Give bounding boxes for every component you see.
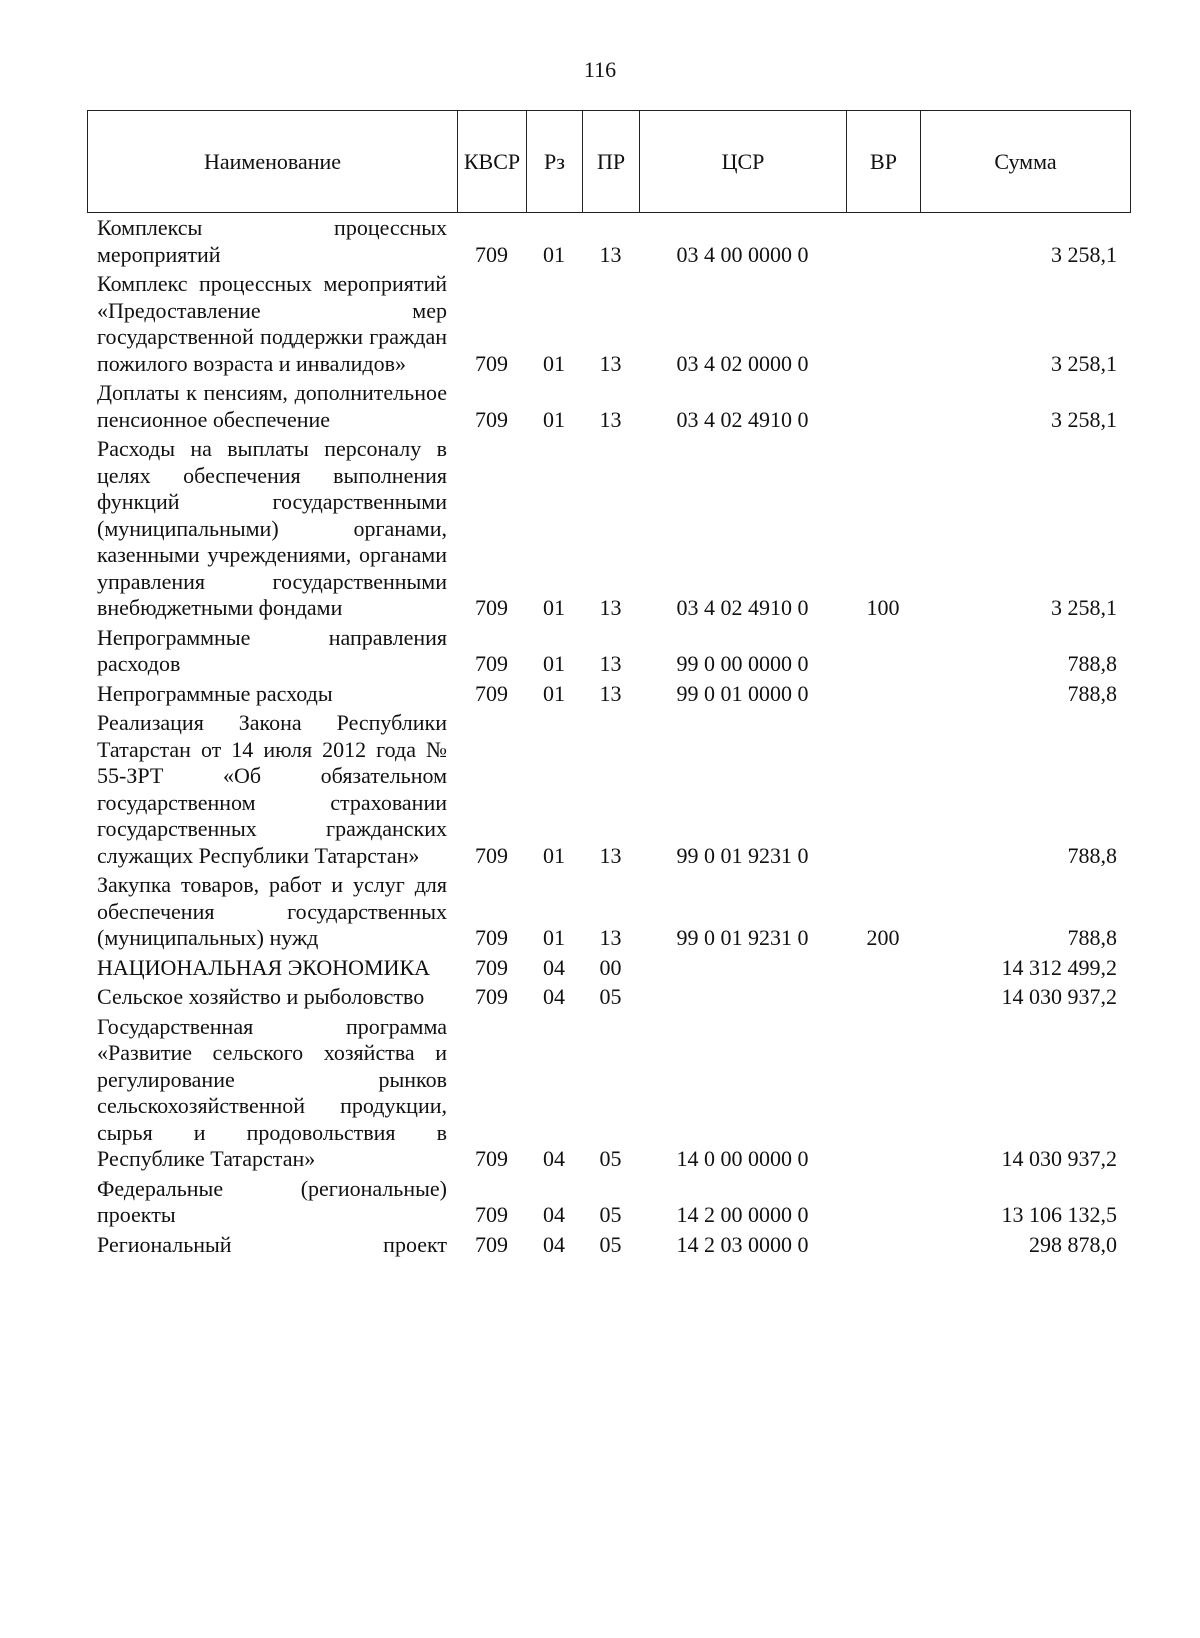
row-name: Федеральные (региональные) проекты [97,1175,447,1227]
row-kvsr: 709 [475,1231,508,1257]
row-vr [846,1176,920,1232]
row-rz: 01 [543,925,565,950]
row-pr: 13 [599,651,622,676]
table-row [87,710,1130,872]
row-csr: 14 0 00 0000 0 [676,1146,809,1171]
row-name: Сельское хозяйство и рыболовство [97,984,425,1009]
row-csr: 99 0 01 9231 0 [676,925,809,950]
row-kvsr: 709 [475,651,508,676]
row-kvsr: 709 [475,925,508,950]
row-rz: 04 [543,954,565,980]
row-sum: 13 106 132,5 [1001,1202,1117,1227]
row-kvsr: 709 [475,842,508,868]
row-vr: 200 [866,925,900,950]
row-name: НАЦИОНАЛЬНАЯ ЭКОНОМИКА [97,954,431,980]
row-vr [846,710,920,872]
row-sum: 298 878,0 [1029,1231,1117,1257]
row-sum: 788,8 [1067,925,1117,950]
row-kvsr: 709 [475,595,508,620]
table-row [87,625,1130,681]
row-sum: 3 258,1 [1051,350,1117,376]
row-vr [846,271,920,380]
row-csr: 99 0 01 0000 0 [676,680,809,706]
row-sum: 14 312 499,2 [1001,954,1117,980]
row-pr: 13 [599,925,622,950]
row-sum: 788,8 [1067,680,1117,706]
row-vr [846,984,920,1014]
row-rz: 04 [543,1146,565,1171]
table-row [87,380,1130,436]
row-csr: 03 4 02 0000 0 [676,350,809,376]
row-pr: 13 [599,241,622,267]
row-pr: 05 [599,1146,622,1171]
row-vr [846,380,920,436]
row-csr: 03 4 02 4910 0 [676,406,809,432]
row-rz: 01 [543,595,565,620]
row-name: Региональный проект [97,1231,447,1257]
row-csr [639,984,846,1014]
row-kvsr: 709 [475,954,508,980]
row-name: Государственная программа «Развитие сельского хозяйства и регулирование рынков сельскохозяйственной продукции, сырья и продовольствия в Республике Татарстан» [97,1013,447,1171]
row-rz: 01 [543,241,565,267]
column-header-sum: Сумма [921,111,1131,213]
row-rz: 01 [543,680,565,706]
row-pr: 13 [599,842,622,868]
row-csr: 03 4 00 0000 0 [676,241,809,267]
row-sum: 788,8 [1067,842,1117,868]
row-vr: 100 [866,595,900,620]
table-row [87,1014,1130,1176]
row-rz: 04 [543,1231,565,1257]
row-rz: 01 [543,350,565,376]
row-rz: 01 [543,651,565,676]
row-pr: 13 [599,350,622,376]
row-name: Расходы на выплаты персоналу в целях обеспечения выполнения функций государственными (муниципальными) органами, казенными учреждениями, органами управления государственными внебюджетными фондами [97,436,447,620]
table-row [87,872,1130,955]
row-sum: 3 258,1 [1051,241,1117,267]
row-kvsr: 709 [475,350,508,376]
row-pr: 05 [599,1202,622,1227]
row-kvsr: 709 [475,241,508,267]
row-kvsr: 709 [475,984,508,1009]
row-sum: 788,8 [1067,651,1117,676]
row-csr: 14 2 00 0000 0 [676,1202,809,1227]
table-row [87,984,1130,1014]
row-rz: 04 [543,984,565,1009]
row-pr: 05 [599,1231,622,1257]
row-name: Реализация Закона Республики Татарстан от 14 июля 2012 года № 55-ЗРТ «Об обязательном государственном страховании государственных гражданских служащих Республики Татарстан» [97,710,447,868]
table-row [87,955,1130,985]
table-header [87,110,1131,213]
row-name: Комплексы процессных мероприятий [97,215,447,267]
row-name: Непрограммные расходы [97,680,333,706]
table-row [87,1176,1130,1232]
row-rz: 04 [543,1202,565,1227]
row-kvsr: 709 [475,1146,508,1171]
budget-table [87,215,1130,1261]
row-vr [846,215,920,271]
row-name: Закупка товаров, работ и услуг для обеспечения государственных (муниципальных) нужд [97,872,447,950]
row-sum: 14 030 937,2 [1001,1146,1117,1171]
table-row [87,436,1130,625]
row-kvsr: 709 [475,406,508,432]
row-csr: 03 4 02 4910 0 [676,595,809,620]
row-vr [846,681,920,711]
row-sum: 3 258,1 [1051,595,1117,620]
row-pr: 13 [599,595,622,620]
row-csr [639,955,846,985]
row-kvsr: 709 [475,680,508,706]
row-name: Непрограммные направления расходов [97,624,447,676]
page-number: 116 [583,57,617,82]
row-rz: 01 [543,842,565,868]
column-header-rz: Рз [527,111,583,213]
row-vr [846,625,920,681]
table-row [87,271,1130,380]
row-sum: 3 258,1 [1051,406,1117,432]
row-vr [846,955,920,985]
row-csr: 99 0 01 9231 0 [676,842,809,868]
row-name: Доплаты к пенсиям, дополнительное пенсионное обеспечение [97,380,447,432]
row-vr [846,1014,920,1176]
row-kvsr: 709 [475,1202,508,1227]
row-rz: 01 [543,406,565,432]
column-header-kvsr: КВСР [458,111,527,213]
column-header-name: Наименование [88,111,458,213]
column-header-csr: ЦСР [640,111,847,213]
table-row [87,215,1130,271]
row-csr: 99 0 00 0000 0 [676,651,809,676]
row-pr: 00 [599,954,622,980]
row-csr: 14 2 03 0000 0 [676,1231,809,1257]
column-header-vr: ВР [847,111,921,213]
row-pr: 05 [599,984,622,1009]
row-sum: 14 030 937,2 [1001,984,1117,1009]
table-row [87,681,1130,711]
row-vr [846,1232,920,1262]
table-row [87,1232,1130,1262]
row-pr: 13 [599,680,622,706]
column-header-pr: ПР [583,111,640,213]
row-name: Комплекс процессных мероприятий «Предоставление мер государственной поддержки граждан пожилого возраста и инвалидов» [97,271,447,376]
row-pr: 13 [599,406,622,432]
